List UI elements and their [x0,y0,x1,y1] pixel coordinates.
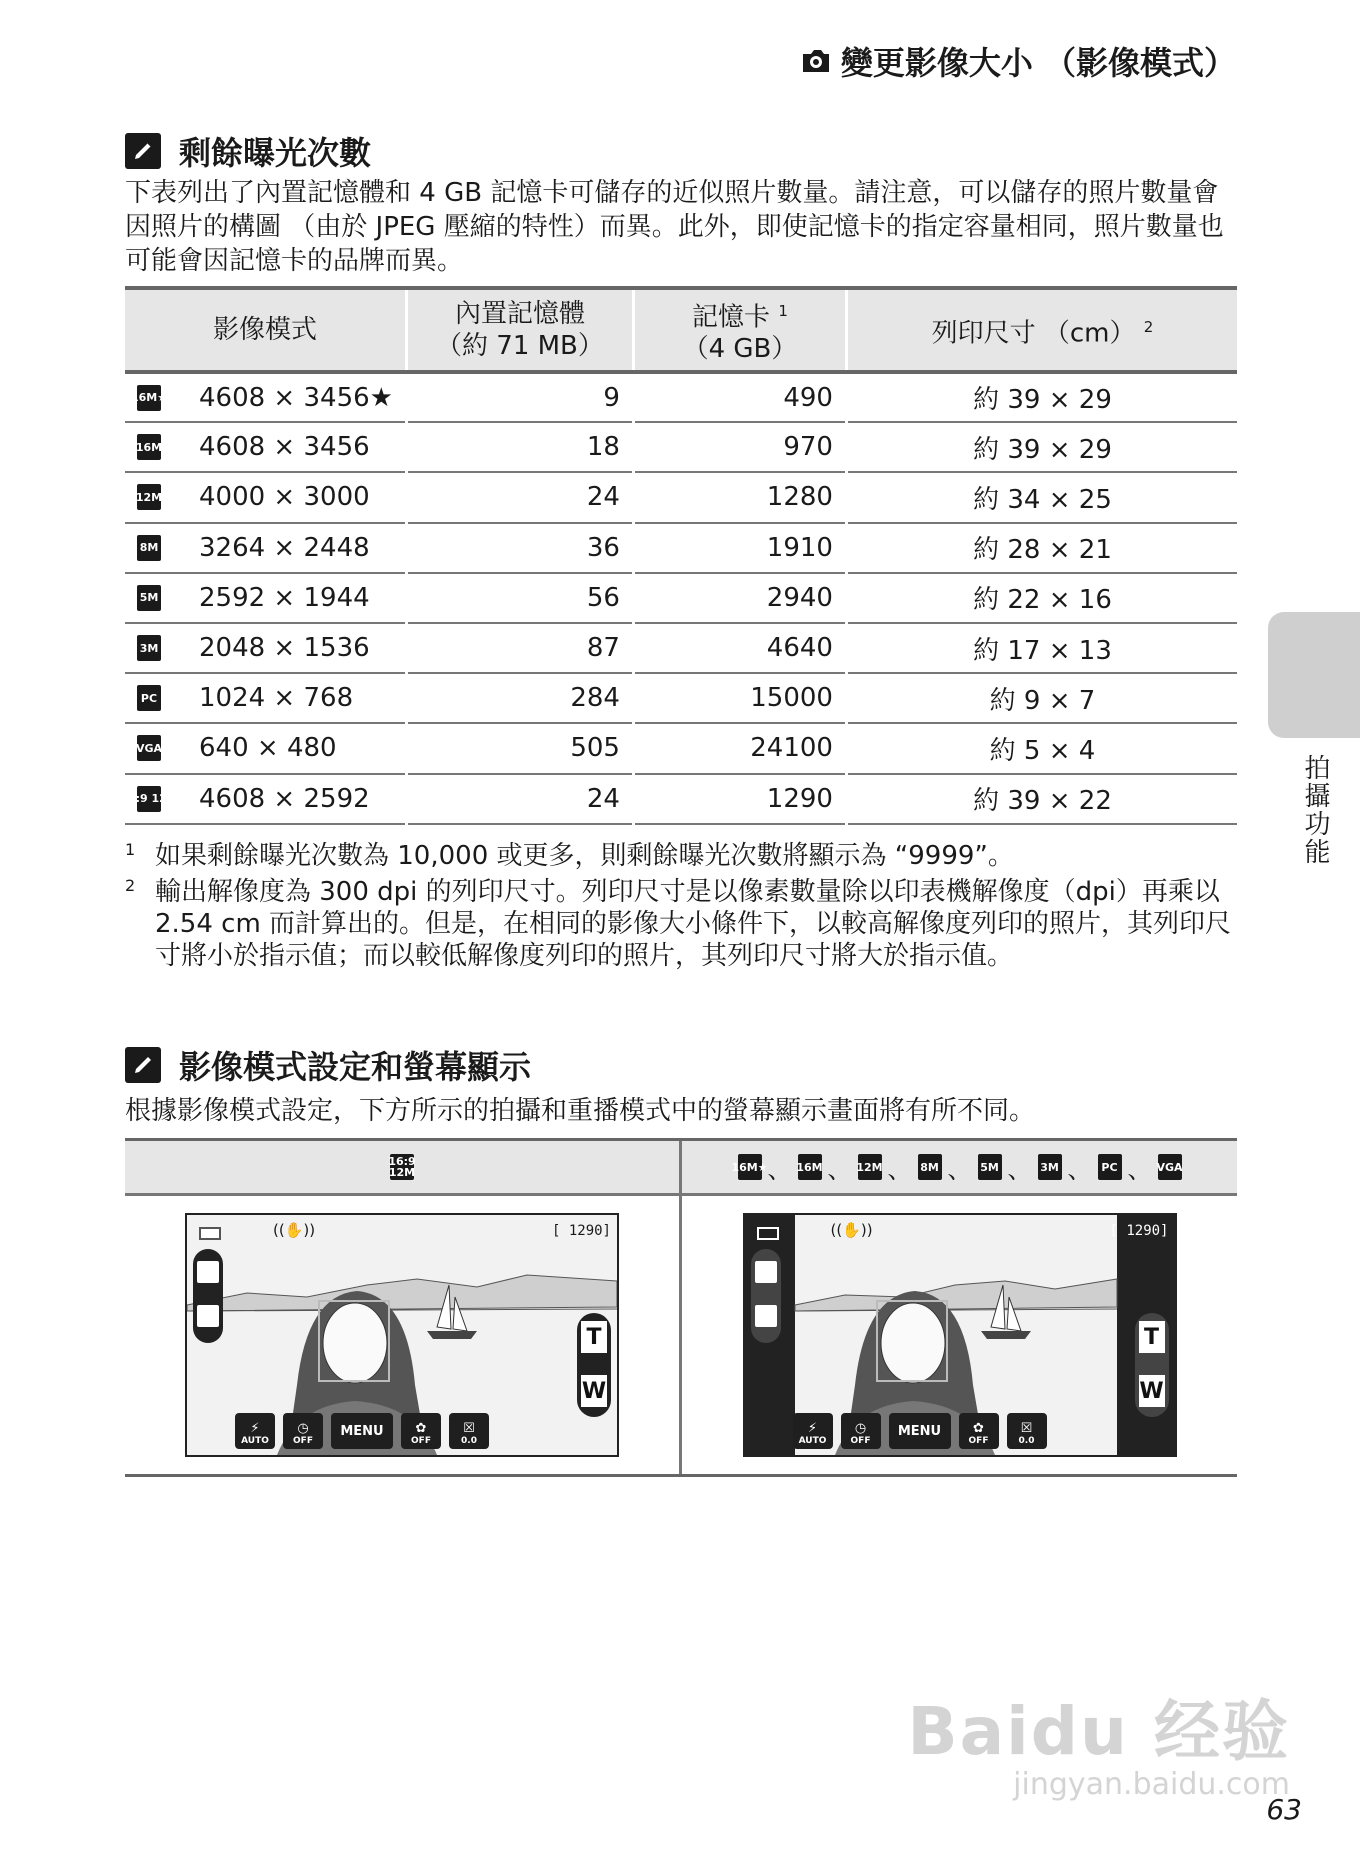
image-size-table [120,286,1237,825]
print-size: 約 17 × 13 [846,623,1237,673]
camera-mode-icon[interactable] [755,1261,777,1283]
col-header-print-label: 列印尺寸 （cm） [931,318,1136,349]
exposure-count: [ 1290] [1109,1223,1169,1239]
exposure-comp-icon: ☒ [463,1421,475,1436]
compare-cell-right [682,1196,1237,1474]
image-mode-icon: 5M [978,1154,1002,1180]
image-mode-icon: PC [137,685,161,711]
image-mode-icon: 8M [137,535,161,561]
compare-header-right [682,1141,1237,1193]
intro-paragraph: 下表列出了內置記憶體和 4 GB 記憶卡可儲存的近似照片數量。請注意，可以儲存的照片數量會因照片的構圖 （由於 JPEG 壓縮的特性）而異。此外，即使記憶卡的指定容量相同，照片數量也可能會因記憶卡的品牌而異。 [125,178,1224,276]
internal-count: 87 [406,623,633,673]
self-timer-icon: ◷ [854,1421,867,1436]
internal-count: 9 [406,372,633,422]
image-mode-icon: PC [1098,1154,1122,1180]
compare-header-row [125,1141,1237,1196]
vibration-reduction-icon: ((✋)) [273,1221,316,1239]
image-mode-icon: 3M [1038,1154,1062,1180]
image-mode-icon: 5M [137,585,161,611]
flash-mode-button[interactable]: ⚡ AUTO [793,1413,833,1449]
image-mode-icon: VGA [137,735,161,761]
print-size: 約 34 × 25 [846,472,1237,522]
menu-button[interactable]: MENU [889,1413,951,1449]
compare-cell-left [125,1196,682,1474]
col-header-card [633,288,846,372]
separator: 、 [887,1155,912,1184]
macro-mode-button[interactable]: ✿ OFF [401,1413,441,1449]
exposure-comp-button[interactable]: ☒ 0.0 [449,1413,489,1449]
self-timer-button[interactable]: ◷ OFF [841,1413,881,1449]
image-mode-icon: 8M [918,1154,942,1180]
image-mode-icon: 12M [137,484,161,510]
internal-count: 36 [406,523,633,573]
flash-mode-button[interactable]: ⚡ AUTO [235,1413,275,1449]
compare-header-left [125,1141,682,1193]
internal-count: 505 [406,723,633,773]
image-size: 2048 × 1536 [199,633,370,664]
image-mode-icon: 16M★ [738,1154,762,1180]
print-size: 約 28 × 21 [846,523,1237,573]
card-count: 1910 [633,523,846,573]
exposure-comp-button[interactable]: ☒ 0.0 [1007,1413,1047,1449]
section-heading-remaining-shots [125,128,371,174]
card-count: 24100 [633,723,846,773]
separator: 、 [1127,1155,1152,1184]
playback-mode-icon[interactable] [755,1305,777,1327]
battery-icon [199,1227,221,1240]
macro-icon: ✿ [415,1421,427,1436]
image-size: 4608 × 2592 [199,783,370,814]
card-count: 1280 [633,472,846,522]
table-row [125,774,1237,824]
baidu-watermark [907,1678,1290,1802]
watermark-url: jingyan.baidu.com [1013,1767,1290,1802]
table-row [125,523,1237,573]
footnote-2 [125,876,1235,972]
internal-count: 24 [406,472,633,522]
col-header-mode: 影像模式 [125,288,406,372]
print-size: 約 5 × 4 [846,723,1237,773]
section-title: 影像模式設定和螢幕顯示 [179,1048,532,1086]
internal-count: 18 [406,422,633,472]
table-row [125,372,1237,422]
footnote-ref-2: 2 [1143,317,1154,336]
watermark-main: Baidu 经验 [907,1693,1290,1770]
running-header-title: 變更影像大小 （影像模式） [840,44,1236,82]
image-size: 3264 × 2448 [199,532,370,563]
table-row [125,422,1237,472]
footnote-text: 輸出解像度為 300 dpi 的列印尺寸。列印尺寸是以像素數量除以印表機解像度（dpi）再乘以 2.54 cm 而計算出的。但是，在相同的影像大小條件下，以較高解像度列印的照片，其列印尺寸將小於指示值；而以較低解像度列印的照片，其列印尺寸將大於指示值。 [155,877,1232,971]
image-mode-icon: 16M [798,1154,822,1180]
footnote-number: 2 [125,876,136,895]
table-header-row [125,288,1237,372]
bottom-control-bar [235,1413,489,1449]
separator: 、 [767,1155,792,1184]
col-header-internal-label: 內置記憶體 [454,299,585,329]
image-size: 4608 × 3456 [199,432,370,463]
image-mode-icon: 16:9 12M [137,786,161,812]
table-row [125,723,1237,773]
image-mode-icon: 12M [858,1154,882,1180]
macro-mode-button[interactable]: ✿ OFF [959,1413,999,1449]
menu-button[interactable]: MENU [331,1413,393,1449]
image-size: 4608 × 3456★ [199,382,393,413]
separator: 、 [947,1155,972,1184]
zoom-wide-button[interactable]: W [1139,1375,1165,1407]
internal-count: 56 [406,573,633,623]
separator: 、 [1067,1155,1092,1184]
screen-compare-table [125,1138,1237,1477]
section-heading-monitor-display [125,1042,531,1088]
image-size: 1024 × 768 [199,683,354,714]
col-header-card-sub: （4 GB） [682,334,798,365]
col-header-print [846,288,1237,372]
footnote-number: 1 [125,840,136,859]
footnote-text: 如果剩餘曝光次數為 10,000 或更多，則剩餘曝光次數將顯示為 “9999”。 [155,841,1014,871]
print-size: 約 39 × 22 [846,774,1237,824]
self-timer-button[interactable]: ◷ OFF [283,1413,323,1449]
card-count: 1290 [633,774,846,824]
flash-icon: ⚡ [807,1421,818,1436]
page-number: 63 [1266,1793,1302,1826]
internal-count: 24 [406,774,633,824]
col-header-internal-sub: （約 71 MB） [436,331,604,361]
zoom-wide-button[interactable]: W [581,1375,607,1407]
camera-monitor-4-3 [743,1213,1177,1457]
section2-paragraph: 根據影像模式設定，下方所示的拍攝和重播模式中的螢幕顯示畫面將有所不同。 [125,1096,1036,1126]
camera-mode-icon[interactable] [197,1261,219,1283]
footnote-1 [125,840,1235,872]
col-header-internal [406,288,633,372]
internal-count: 284 [406,673,633,723]
image-mode-icon: 3M [137,635,161,661]
compare-body-row [125,1196,1237,1474]
print-size: 約 39 × 29 [846,422,1237,472]
print-size: 約 22 × 16 [846,573,1237,623]
chapter-side-tab [1268,612,1360,738]
card-count: 2940 [633,573,846,623]
macro-icon: ✿ [973,1421,984,1436]
camera-menu-icon [799,44,833,78]
zoom-control[interactable] [1135,1313,1169,1417]
table-row [125,623,1237,673]
image-size: 4000 × 3000 [199,482,370,513]
table-row [125,472,1237,522]
card-count: 490 [633,372,846,422]
card-count: 970 [633,422,846,472]
flash-icon: ⚡ [250,1421,260,1436]
zoom-control[interactable] [577,1313,611,1417]
shooting-playback-switch[interactable] [751,1249,781,1343]
note-icon [125,1047,161,1083]
separator: 、 [827,1155,852,1184]
shooting-playback-switch[interactable] [193,1249,223,1343]
col-header-card-label: 記憶卡 [692,302,771,333]
section-title: 剩餘曝光次數 [179,134,372,172]
footnote-ref-1: 1 [778,301,788,320]
running-header [799,38,1236,84]
image-size: 2592 × 1944 [199,582,370,613]
table-row [125,573,1237,623]
card-count: 4640 [633,623,846,673]
image-mode-icon: VGA [1158,1154,1182,1180]
image-mode-icon: 16M★ [137,385,161,411]
print-size: 約 9 × 7 [846,673,1237,723]
bottom-control-bar [793,1413,1047,1449]
note-icon [125,133,161,169]
camera-monitor-16-9 [185,1213,619,1457]
chapter-label: 拍攝功能 [1300,754,1330,866]
card-count: 15000 [633,673,846,723]
self-timer-icon: ◷ [297,1421,309,1436]
exposure-comp-icon: ☒ [1020,1421,1033,1436]
print-size: 約 39 × 29 [846,372,1237,422]
image-mode-icon: 16:9 12M [388,1155,416,1179]
playback-mode-icon[interactable] [197,1305,219,1327]
vibration-reduction-icon: ((✋)) [830,1221,873,1239]
exposure-count: [ 1290] [551,1223,611,1239]
zoom-tele-button[interactable]: T [1139,1321,1165,1353]
image-size: 640 × 480 [199,733,337,764]
battery-icon [757,1227,779,1240]
image-mode-icon: 16M [137,434,161,460]
table-row [125,673,1237,723]
separator: 、 [1007,1155,1032,1184]
zoom-tele-button[interactable]: T [581,1321,607,1353]
